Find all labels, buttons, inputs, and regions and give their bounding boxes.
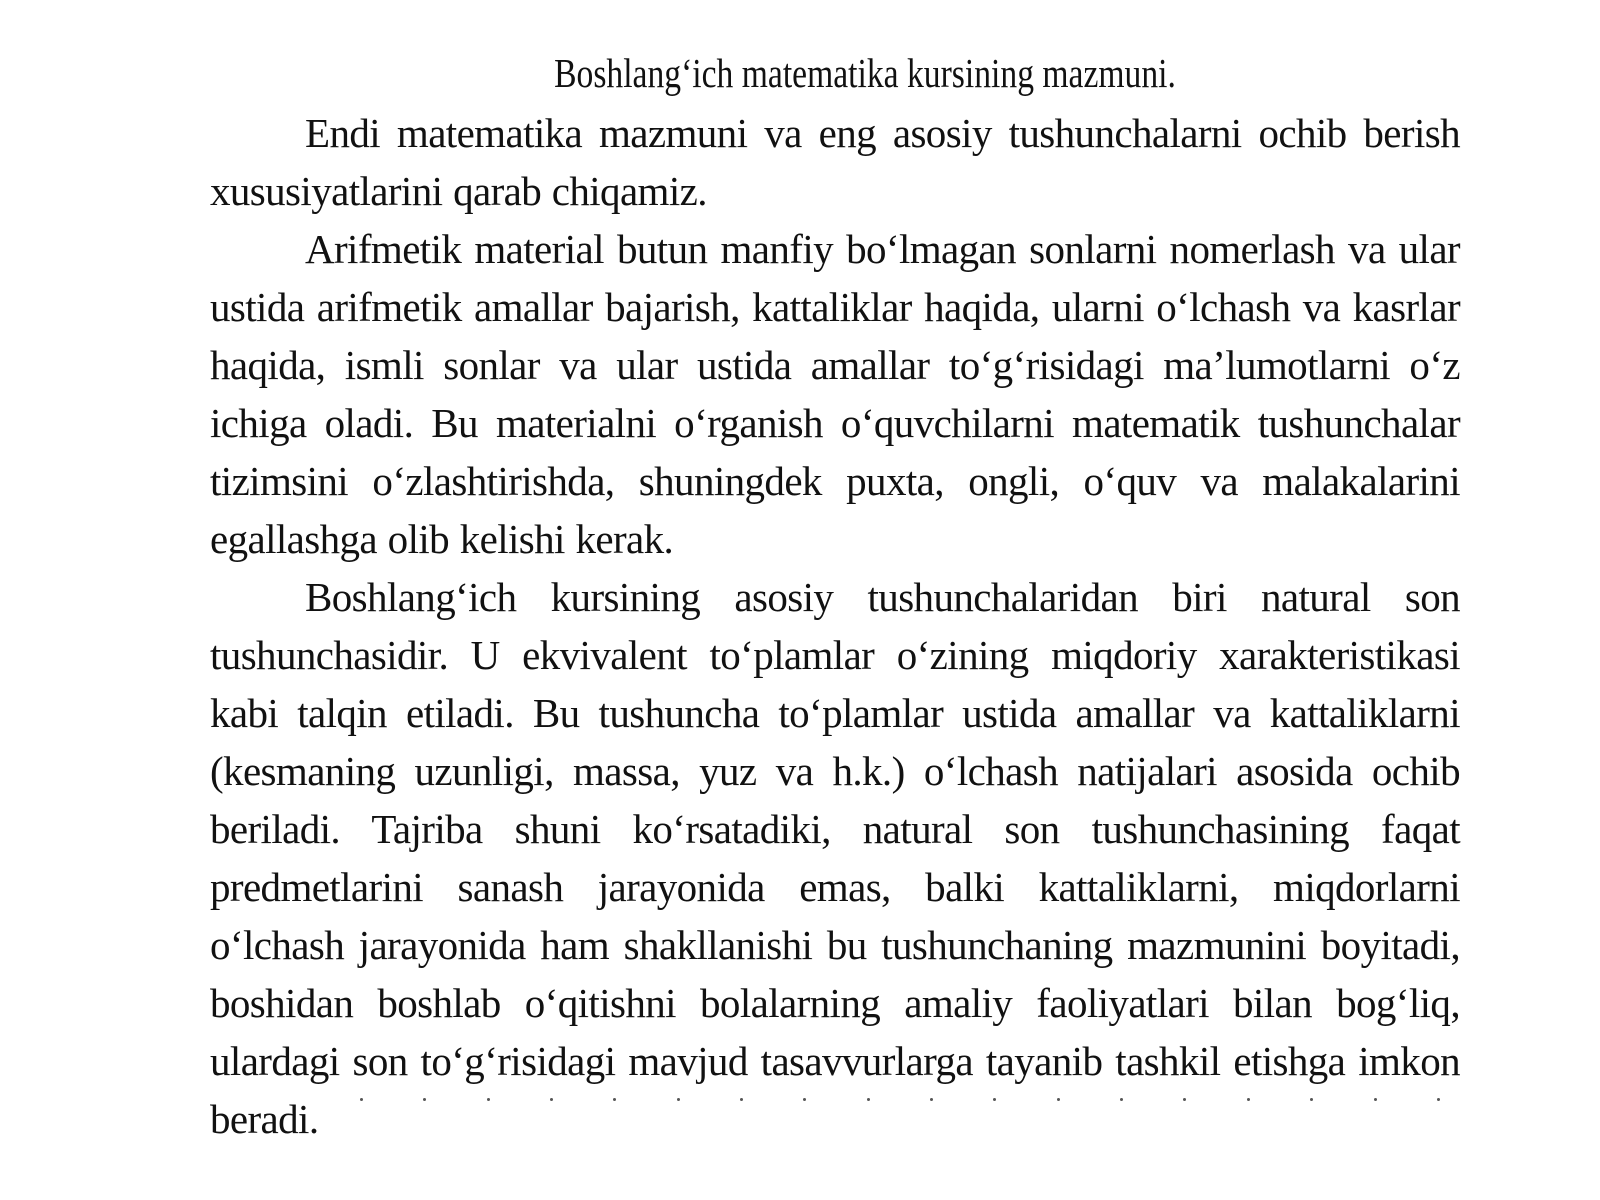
dot-mark bbox=[487, 1098, 490, 1101]
dot-mark bbox=[550, 1098, 553, 1101]
dot-mark bbox=[677, 1098, 680, 1101]
dot-mark bbox=[930, 1098, 933, 1101]
dot-mark bbox=[1374, 1098, 1377, 1101]
paragraph-natural-number: Boshlang‘ich kursining asosiy tushunchalaridan biri natural son tushunchasidir. U ekvivalent to‘plamlar o‘zining miqdoriy xarakteristikasi kabi talqin etiladi. Bu tushuncha to‘plamlar ustida amallar va kattaliklarni (kesmaning uzunligi, massa, yuz va h.k.) o‘lchash natijalari asosida ochib beriladi. Tajriba shuni ko‘rsatadiki, natural son tushunchasining faqat predmetlarini sanash jarayonida emas, balki kattaliklarni, miqdorlarni o‘lchash jarayonida ham shakllanishi bu tushunchaning mazmunini boyitadi, boshidan boshlab o‘qitishni bolalarning amaliy faoliyatlari bilan bog‘liq, ulardagi son to‘g‘risidagi mavjud tasavvurlarga tayanib tashkil etishga imkon beradi. bbox=[210, 574, 1460, 1142]
document-title: Boshlang‘ich matematika kursining mazmuni. bbox=[554, 50, 1176, 96]
dot-mark bbox=[360, 1098, 363, 1101]
dot-mark bbox=[1120, 1098, 1123, 1101]
dot-mark bbox=[993, 1098, 996, 1101]
dot-mark bbox=[423, 1098, 426, 1101]
dot-mark bbox=[1183, 1098, 1186, 1101]
document-page bbox=[210, 48, 1460, 1148]
dot-mark bbox=[1247, 1098, 1250, 1101]
dot-mark bbox=[867, 1098, 870, 1101]
faded-text-remnant bbox=[360, 1098, 1440, 1104]
dot-mark bbox=[1310, 1098, 1313, 1101]
dot-mark bbox=[740, 1098, 743, 1101]
dot-mark bbox=[1437, 1098, 1440, 1101]
dot-mark bbox=[613, 1098, 616, 1101]
paragraph-arithmetic-material: Arifmetik material butun manfiy bo‘lmagan sonlarni nomerlash va ular ustida arifmetik amallar bajarish, kattaliklar haqida, ularni o‘lchash va kasrlar haqida, ismli sonlar va ular ustida amallar to‘g‘risidagi ma’lumotlarni o‘z ichiga oladi. Bu materialni o‘rganish o‘quvchilarni matematik tushunchalar tizimsini o‘zlashtirishda, shuningdek puxta, ongli, o‘quv va malakalarini egallashga olib kelishi kerak. bbox=[210, 226, 1460, 562]
dot-mark bbox=[803, 1098, 806, 1101]
dot-mark bbox=[1057, 1098, 1060, 1101]
paragraph-intro: Endi matematika mazmuni va eng asosiy tushunchalarni ochib berish xususiyatlarini qarab chiqamiz. bbox=[210, 110, 1460, 214]
